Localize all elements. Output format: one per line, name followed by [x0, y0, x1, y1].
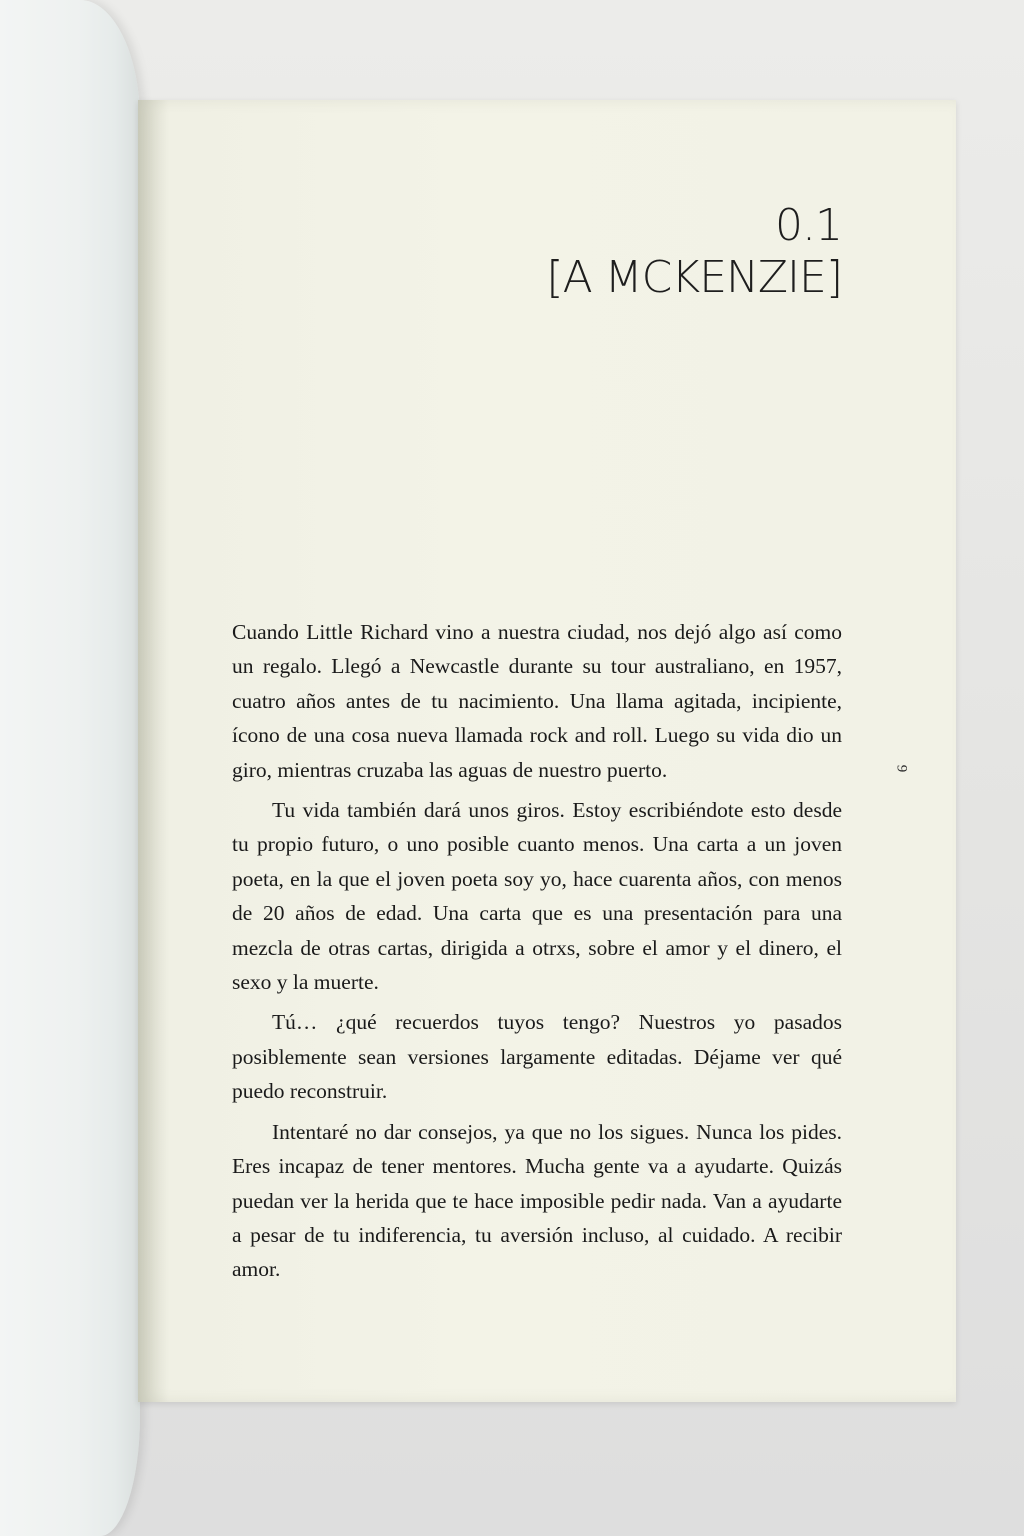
book-page	[138, 100, 956, 1402]
left-page-edge	[0, 0, 140, 1536]
paragraph: Cuando Little Richard vino a nuestra ciudad, nos dejó algo así como un regalo. Llegó a Newcastle durante su tour australiano, en 1957, cuatro años antes de tu nacimiento. Una llama agitada, incipiente, ícono de una cosa nueva llamada rock and roll. Luego su vida dio un giro, mientras cruzaba las aguas de nuestro puerto.	[232, 620, 842, 782]
chapter-heading	[546, 200, 842, 304]
chapter-title: [A MCKENZIE]	[546, 252, 842, 303]
paragraph: Tú… ¿qué recuerdos tuyos tengo? Nuestros yo pasados posiblemente sean versiones largamente editadas. Déjame ver qué puedo reconstruir.	[232, 1010, 842, 1104]
gutter-shadow	[138, 100, 168, 1402]
chapter-number: 0.1	[775, 200, 842, 251]
paragraph: Intentaré no dar consejos, ya que no los sigues. Nunca los pides. Eres incapaz de tener mentores. Mucha gente va a ayudarte. Quizás puedan ver la herida que te hace imposible pedir nada. Van a ayudarte a pesar de tu indiferencia, tu aversión incluso, al cuidado. A recibir amor.	[232, 1119, 842, 1282]
paragraph: Tu vida también dará unos giros. Estoy escribiéndote esto desde tu propio futuro, o uno posible cuanto menos. Una carta a un joven poeta, en la que el joven poeta soy yo, hace cuarenta años, con menos de 20 años de edad. Una carta que es una presentación para una mezcla de otras cartas, dirigida a otrxs, sobre el amor y el dinero, el sexo y la muerte.	[232, 798, 842, 995]
page-number: 9	[892, 764, 909, 773]
body-text	[232, 615, 842, 1293]
